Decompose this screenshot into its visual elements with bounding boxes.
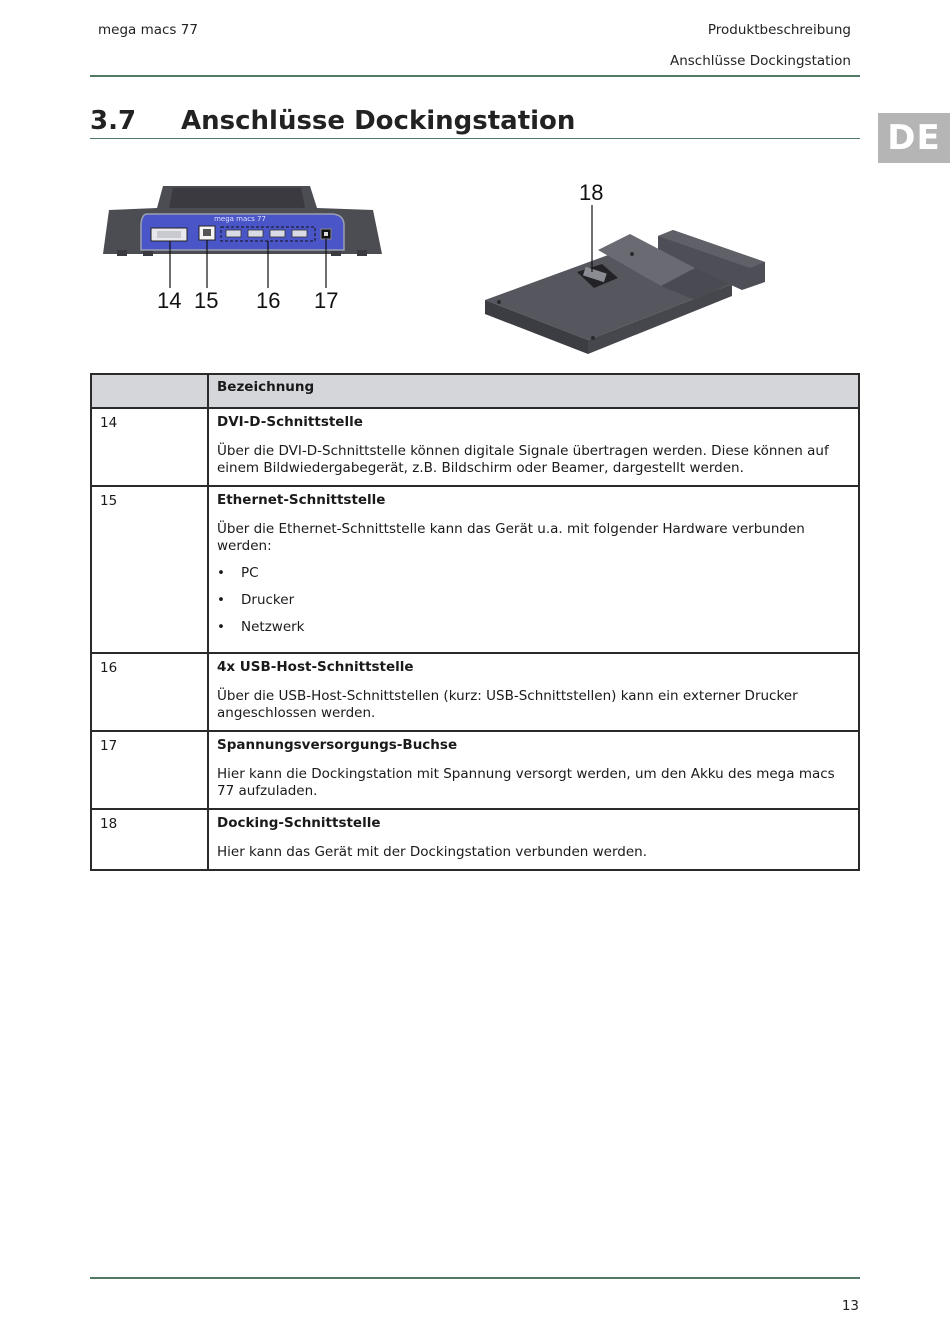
- row-term: Ethernet-Schnittstelle: [217, 492, 386, 508]
- device-label: mega macs 77: [214, 215, 266, 223]
- callout-15: 15: [194, 288, 219, 313]
- row-text: Hier kann das Gerät mit der Dockingstation verbunden werden.: [217, 844, 648, 860]
- table-header-designation: Bezeichnung: [208, 374, 859, 408]
- list-item-text: PC: [241, 565, 259, 581]
- row-number: 17: [91, 731, 208, 809]
- row-description: [208, 486, 859, 653]
- docking-station-rear-illustration: [95, 170, 395, 320]
- table-row: [91, 731, 859, 809]
- docking-station-top-figure: [480, 172, 780, 366]
- hardware-list: [217, 565, 850, 646]
- table-header-number: [91, 374, 208, 408]
- header-divider: [90, 75, 860, 77]
- bullet-icon: •: [217, 619, 225, 635]
- list-item: [217, 565, 850, 592]
- table-row: [91, 809, 859, 870]
- bullet-icon: •: [217, 592, 225, 608]
- footer-divider: [90, 1277, 860, 1279]
- row-text: Über die USB-Host-Schnittstellen (kurz: USB-Schnittstellen) kann ein externer Drucker angeschlossen werden.: [217, 688, 798, 721]
- language-tab: DE: [878, 113, 950, 163]
- page-number: 13: [841, 1298, 859, 1314]
- list-item-text: Drucker: [241, 592, 295, 608]
- row-number: 15: [91, 486, 208, 653]
- connections-table: [90, 373, 860, 871]
- row-description: [208, 731, 859, 809]
- callout-17: 17: [314, 288, 339, 313]
- row-term: Spannungsversorgungs-Buchse: [217, 737, 458, 753]
- header-product-name: mega macs 77: [98, 22, 198, 38]
- row-term: Docking-Schnittstelle: [217, 815, 381, 831]
- table-row: [91, 486, 859, 653]
- section-title: Anschlüsse Dockingstation: [181, 106, 576, 136]
- row-number: 16: [91, 653, 208, 731]
- row-text: Über die Ethernet-Schnittstelle kann das Gerät u.a. mit folgender Hardware verbunden werden:: [217, 521, 805, 554]
- row-term: 4x USB-Host-Schnittstelle: [217, 659, 414, 675]
- row-number: 14: [91, 408, 208, 486]
- table-header-row: [91, 374, 859, 408]
- header-chapter-title: Produktbeschreibung: [707, 22, 851, 38]
- row-text: Hier kann die Dockingstation mit Spannung versorgt werden, um den Akku des mega macs 77 aufzuladen.: [217, 766, 835, 799]
- row-description: [208, 408, 859, 486]
- row-text: Über die DVI-D-Schnittstelle können digitale Signale übertragen werden. Diese können auf einem Bildwiedergabegerät, z.B. Bildschirm oder Beamer, dargestellt werden.: [217, 443, 829, 476]
- row-description: [208, 809, 859, 870]
- section-number: 3.7: [90, 106, 137, 136]
- docking-station-top-illustration: [480, 172, 780, 362]
- section-divider: [90, 138, 860, 139]
- callout-18: 18: [579, 180, 604, 205]
- list-item: [217, 619, 850, 646]
- callout-16: 16: [256, 288, 281, 313]
- table-row: [91, 653, 859, 731]
- header-section-title: Anschlüsse Dockingstation: [669, 53, 851, 69]
- list-item: [217, 592, 850, 619]
- list-item-text: Netzwerk: [241, 619, 305, 635]
- bullet-icon: •: [217, 565, 225, 581]
- callout-14: 14: [157, 288, 182, 313]
- row-term: DVI-D-Schnittstelle: [217, 414, 363, 430]
- row-description: [208, 653, 859, 731]
- row-number: 18: [91, 809, 208, 870]
- table-row: [91, 408, 859, 486]
- docking-station-rear-figure: [95, 170, 395, 324]
